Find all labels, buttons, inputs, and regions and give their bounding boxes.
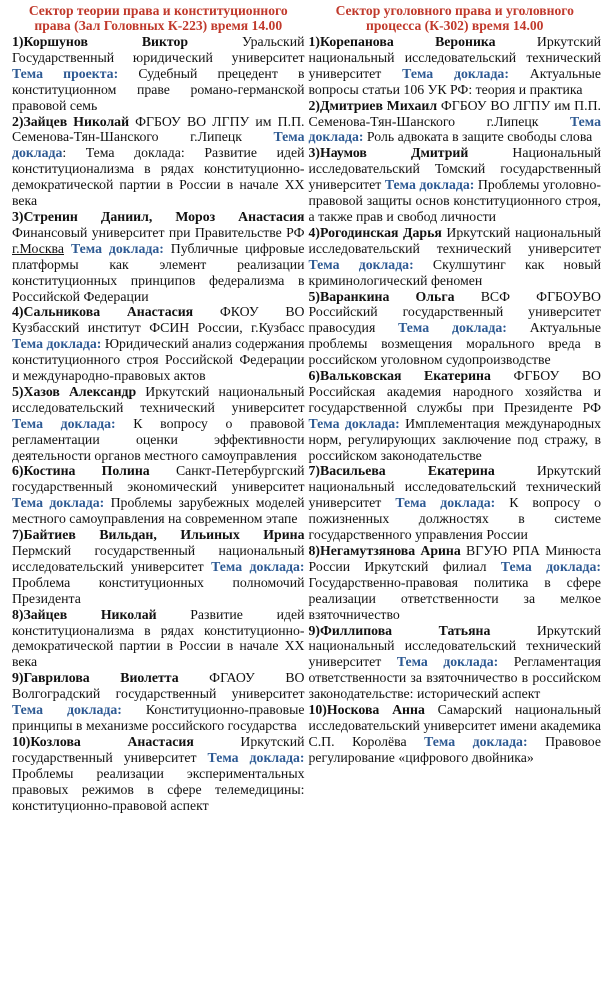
left-section-title: Сектор теории права и конституционного права (Зал Головных К-223) время 14.00 <box>28 3 288 33</box>
participant-name: Варанкина Ольга <box>320 288 455 304</box>
right-section <box>309 4 602 813</box>
participant-organization: Иркутский национальный исследовательский технический университет <box>12 383 305 415</box>
participant-organization: Национальный исследовательский Томский государственный университет <box>308 145 601 193</box>
entry-number: 2) <box>308 97 320 113</box>
topic-text: Роль адвоката в защите свободы слова <box>363 129 593 145</box>
participant-entry <box>12 670 305 734</box>
participant-organization: Иркутский национальный исследовательский технический университет <box>308 34 601 81</box>
topic-label: Тема доклада: <box>12 702 122 718</box>
topic-text: Скулшутинг как новый криминологический феномен <box>308 256 601 288</box>
topic-label: Тема проекта: <box>12 65 119 81</box>
participant-name: Сальникова Анастасия <box>23 304 194 320</box>
participant-entry <box>309 463 602 543</box>
participant-name: Гаврилова Виолетта <box>23 670 179 686</box>
spacer <box>64 241 71 256</box>
participant-name: Стренин Даниил, Мороз Анастасия <box>23 208 305 224</box>
participant-organization: ФГАОУ ВО Волгоградский государственный университет <box>12 670 305 702</box>
topic-label: Тема доклада: <box>402 65 509 81</box>
topic-text: Публичные цифровые платформы как элемент реализации конституционных принципов федерализма в Российской Федерации <box>12 240 305 304</box>
topic-label: Тема доклада: <box>500 558 602 574</box>
participant-name: Костина Полина <box>23 463 150 479</box>
participant-organization: Самарский национальный исследовательский университет имени академика С.П. Королёва <box>308 702 601 749</box>
entry-number: 3) <box>308 145 320 161</box>
organization-city: г.Москва <box>12 240 65 256</box>
participant-entry <box>309 368 602 463</box>
participant-organization: ФКОУ ВО Кузбасский институт ФСИН России, г.Кузбасс <box>12 304 305 336</box>
topic-label: Тема доклада: <box>424 733 528 749</box>
participant-organization: Иркутский государственный университет <box>12 733 305 765</box>
topic-text: Правовое регулирование «цифрового двойника» <box>308 733 601 765</box>
participant-name: Носкова Анна <box>326 702 425 718</box>
topic-text: Регламентация ответственности за взяточничество в российском законодательстве: исторический аспект <box>308 654 601 702</box>
participant-entry <box>12 114 305 209</box>
topic-label: Тема доклада: <box>12 336 102 352</box>
entry-number: 2) <box>12 113 24 129</box>
participant-entry <box>12 527 305 607</box>
participant-entry <box>309 702 602 766</box>
topic-text: К вопросу о пожизненных должностях в системе государственного управления России <box>308 495 602 543</box>
participant-name: Хазов Александр <box>23 383 137 399</box>
participant-entry <box>12 34 305 114</box>
participant-organization: ВГУЮ РПА Минюста России Иркутский филиал <box>308 543 601 574</box>
entry-number: 7) <box>12 527 24 543</box>
entry-number: 4) <box>12 304 24 320</box>
participant-entry <box>12 304 305 384</box>
participant-name: Рогодинская Дарья <box>320 224 442 240</box>
topic-text: Актуальные проблемы возмещения морального вреда в российском уголовном судопроизводстве <box>308 320 601 368</box>
participant-entry <box>309 289 602 369</box>
topic-text: Конституционно-правовые принципы в механизме российского государства <box>12 702 305 733</box>
topic-label: Тема доклада: <box>384 177 475 193</box>
entry-number: 5) <box>12 383 24 399</box>
participant-entry <box>309 145 602 225</box>
right-entries <box>309 34 602 766</box>
participant-organization: Иркутский национальный исследовательский технический университет <box>308 622 601 670</box>
topic-text: Проблемы уголовно-правовой защиты основ конституционного строя, а также прав и свобод личности <box>308 177 602 224</box>
participant-name: Наумов Дмитрий <box>320 145 469 161</box>
participant-entry <box>309 623 602 703</box>
participant-organization: ФГБОУ ВО ЛГПУ им П.П. Семенова-Тян-Шанского г.Липецк <box>308 97 601 129</box>
topic-label: Тема доклада: <box>398 320 507 336</box>
participant-name: Зайцев Николай <box>23 113 130 129</box>
entry-number: 8) <box>12 606 24 622</box>
topic-text: Проблемы зарубежных моделей местного самоуправления на современном этапе <box>12 495 305 527</box>
participant-organization: Иркутский национальный исследовательский технический университет <box>308 224 601 256</box>
participant-entry <box>309 543 602 623</box>
topic-text: Проблема конституционных полномочий Президента <box>12 574 305 606</box>
entry-number: 6) <box>12 463 24 479</box>
topic-text: Актуальные вопросы статьи 106 УК РФ: теория и практика <box>308 65 601 97</box>
entry-number: 9) <box>12 670 24 686</box>
topic-text: Государственно-правовая политика в сфере реализации ответственности за мелкое взяточничество <box>308 574 601 622</box>
participant-name: Козлова Анастасия <box>30 733 194 749</box>
participant-name: Филлипова Татьяна <box>320 622 491 638</box>
participant-entry <box>12 384 305 464</box>
participant-entry <box>309 98 602 146</box>
entry-number: 10) <box>12 733 31 749</box>
topic-label: Тема доклада: <box>70 240 164 256</box>
topic-text: Юридический анализ содержания конституционного строя Российской Федерации и международно-правовых актов <box>12 336 305 384</box>
participant-entry <box>12 209 305 304</box>
left-section <box>12 4 305 813</box>
entry-number: 5) <box>308 288 320 304</box>
participant-organization: Пермский государственный национальный исследовательский университет <box>12 543 305 574</box>
topic-label: Тема доклада: <box>308 113 601 145</box>
topic-label: Тема доклада <box>12 129 305 161</box>
topic-label: Тема доклада: <box>12 415 116 431</box>
participant-organization: Иркутский национальный исследовательский технический университет <box>308 463 601 511</box>
entry-number: 10) <box>308 702 327 718</box>
topic-label: Тема доклада: <box>395 495 496 511</box>
right-section-title: Сектор уголовного права и уголовного процесса (К-302) время 14.00 <box>335 3 574 33</box>
participant-name: Вальковская Екатерина <box>320 368 491 384</box>
topic-text: Проблемы реализации экспериментальных правовых режимов в сфере телемедицины: конституционно-правовой аспект <box>12 765 305 813</box>
topic-label: Тема доклада: <box>396 654 499 670</box>
topic-label: Тема доклада: <box>308 415 400 431</box>
participant-name: Байтиев Вильдан, Ильиных Ирина <box>23 527 305 543</box>
participant-organization: ВСФ ФГБОУВО Российский государственный университет правосудия <box>308 288 602 336</box>
topic-text: Судебный прецедент в конституционном праве романо-германской правовой семь <box>12 65 305 113</box>
participant-name: Зайцев Николай <box>23 606 157 622</box>
participant-organization: Санкт-Петербургский государственный экономический университет <box>12 463 305 495</box>
participant-entry <box>309 225 602 289</box>
participant-organization: Финансовый университет при Правительстве РФ <box>12 224 305 240</box>
participant-organization: ФГБОУ ВО ЛГПУ им П.П. Семенова-Тян-Шанского г.Липецк <box>12 113 305 145</box>
topic-text: : Тема доклада: Развитие идей конституционализма в рядах конституционно-демократической партии в России в начале XX века <box>12 145 305 209</box>
participant-name: Корепанова Вероника <box>320 34 496 49</box>
participant-entry <box>12 734 305 814</box>
topic-label: Тема доклада: <box>308 256 414 272</box>
entry-number: 3) <box>12 208 24 224</box>
entry-number: 4) <box>308 224 320 240</box>
participant-organization: Уральский Государственный юридический университет <box>12 34 305 65</box>
participant-organization: ФГБОУ ВО Российская академия народного хозяйства и государственной службы при Президенте РФ <box>308 368 602 415</box>
participant-organization <box>157 607 191 622</box>
entry-number: 8) <box>308 543 320 558</box>
entry-number: 7) <box>308 463 320 479</box>
participant-name: Коршунов Виктор <box>23 34 189 49</box>
participant-name: Дмитриев Михаил <box>320 97 438 113</box>
topic-text: Развитие идей конституционализма в рядах конституционно-демократической партии в России в начале XX века <box>12 606 305 670</box>
topic-text: Имплементация международных норм, регулирующих заключение под стражу, в российском законодательстве <box>308 415 601 463</box>
entry-number: 6) <box>308 368 320 384</box>
participant-name: Негамутзянова Арина <box>320 543 461 558</box>
topic-label: Тема доклада: <box>12 495 105 511</box>
left-entries <box>12 34 305 813</box>
participant-entry <box>12 607 305 671</box>
topic-label: Тема доклада: <box>207 749 305 765</box>
participant-entry <box>12 463 305 527</box>
participant-name: Васильева Екатерина <box>320 463 495 479</box>
participant-entry <box>309 34 602 98</box>
topic-label: Тема доклада: <box>211 558 305 574</box>
entry-number: 1) <box>308 34 320 49</box>
entry-number: 1) <box>12 34 24 49</box>
entry-number: 9) <box>308 622 320 638</box>
topic-text: К вопросу о правовой регламентации оценки эффективности деятельности органов местного самоуправления <box>12 415 305 463</box>
